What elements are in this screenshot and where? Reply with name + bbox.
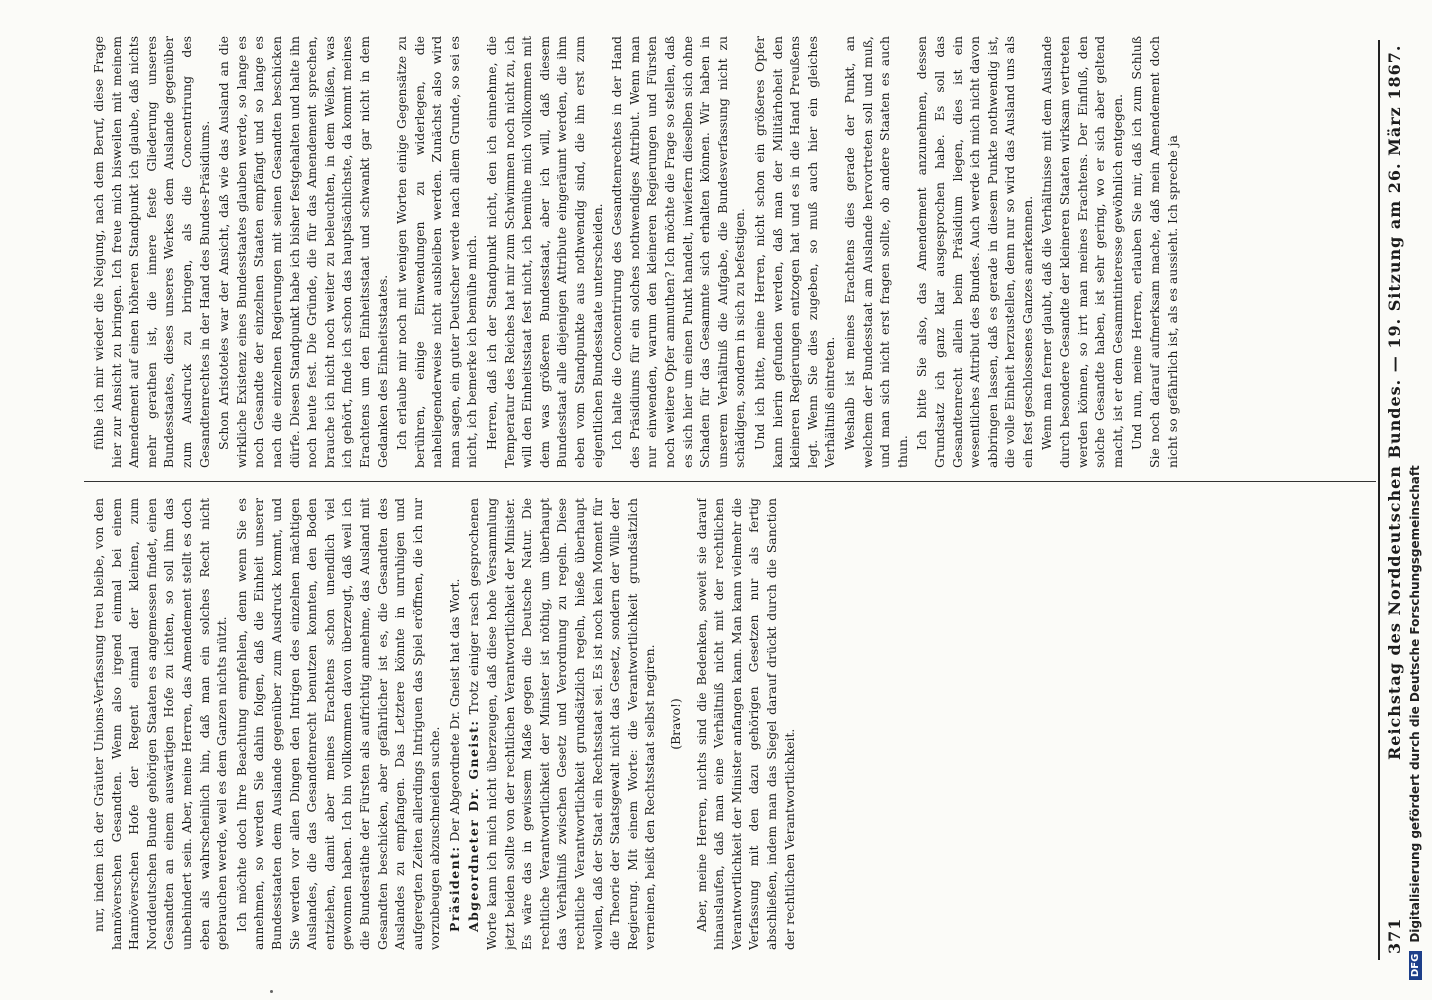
footer-line bbox=[1404, 20, 1426, 980]
paragraph: nur, indem ich der Gräuter Unions-Verfassung treu bleibe, von den hannöverschen Gesandten. Wenn also irgend einmal bei einem Hannöverschen Hofe der Regent einmal der kleinen, zum Norddeutschen Bunde gehörigen Staaten es angemessen findet, einen Gesandten an einem auswärtigen Hofe zu ichten, so soll ihm das unbehindert sein. Aber, meine Herren, das Amendement stellt es doch eben als wahrscheinlich hin, daß man ein solches Recht nicht gebrauchen werde, weil es dem Ganzen nichts nützt. bbox=[91, 498, 230, 950]
paragraph: fühle ich mir wieder die Neigung, nach dem Beruf, diese Frage hier zur Ansicht zu bringen. Ich freue mich bisweilen mit meinem Amendement auf einen höheren Standpunkt ich glaube, daß nichts mehr gerathen ist, die innere feste Gliederung unseres Bundesstaates, dieses unseres Werkes dem Auslande gegenüber zum Ausdruck zu bringen, als die Concentrirung des Gesandtenrechtes in der Hand des Bundes-Präsidiums. bbox=[91, 36, 212, 468]
page-number: 371 bbox=[1385, 917, 1404, 954]
running-title: Reichstag des Norddeutschen Bundes. — 19. Sitzung am 26. März 1867. bbox=[1385, 44, 1404, 760]
paragraph: Aber, meine Herren, nichts sind die Bedenken, soweit sie darauf hinauslaufen, daß man eine Verhältniß nicht mit der rechtlichen Verantwortlichkeit der Minister anfangen kann. Man kann vielmehr die Verfassung mit den dazu gehörigen Gesetzen nur als fertig abschließen, indem man das Siegel darauf drückt durch die Sanction der rechtlichen Verantwortlichkeit. bbox=[693, 498, 797, 950]
paragraph: Schon Aristoteles war der Ansicht, daß wie das Ausland an die wirkliche Existenz eines Bundesstaates glauben werde, so lange es noch Gesandte der einzelnen Staaten empfängt und so lange es nach die einzelnen Regierungen mit seinen Gesandten beschicken dürfe. Diesen Standpunkt habe ich bisher festgehalten und halte ihn noch heute fest. Die Gründe, die für das Amendement sprechen, brauche ich nicht noch weiter zu beleuchten, in dem Weißen, was ich gehört, finde ich schon das hauptsächlichste, da kommt meines Erachtens um den Einheitsstaat und schwankt gar nicht in dem Gedanken des Einheitsstaates. bbox=[216, 36, 390, 468]
paragraph: Ich erlaube mir noch mit wenigen Worten einige Gegensätze zu berühren, einige Einwendungen zu widerlegen, die naheliegenderweise nicht ausbleiben werden. Zunächst also wird man sagen, ein guter Deutscher werde nach allem Grunde, so sei es nicht, ich bemerke ich bemühe mich. bbox=[394, 36, 480, 468]
bravo-interjection: (Bravo!) bbox=[668, 698, 683, 750]
speaker-text: Trotz einiger rasch gesprochenen Worte kann ich mich nicht überzeugen, daß diese hohe Versammlung jetzt beiden sollte von der rechtlichen Verantwortlichkeit der Minister. Es wäre das in gewissem Maße gegen die Deutsche Natur. Die rechtliche Verantwortlichkeit der Minister ist nöthig, um überhaupt das Verhältniß zwischen Gesetz und Verordnung zu regeln. Diese rechtliche Verantwortlichkeit grundsätzlich regeln, hieße überhaupt wollen, daß der Staat ein Rechtsstaat sei. Es ist noch kein Moment für die Theorie der Staatsgewalt nicht das Gesetz, sondern der Wille der Regierung. Mit einem Worte: die Verantwortlichkeit grundsätzlich verneinen, heißt den Rechtsstaat selbst negiren. bbox=[466, 498, 658, 950]
speaker-text: Der Abgeordnete Dr. Gneist hat das Wort. bbox=[446, 578, 462, 842]
digitization-footer bbox=[1404, 20, 1426, 980]
paragraph: Und nun, meine Herren, erlauben Sie mir, daß ich zum Schluß Sie noch darauf aufmerksam mache, daß mein Amendement doch nicht so gefährlich ist, als es aussieht. Ich spreche ja bbox=[1129, 36, 1180, 468]
speaker-label: Präsident: bbox=[446, 845, 462, 932]
paragraph: Ich halte die Concentrirung des Gesandtenrechtes in der Hand des Präsidiums für ein solches nothwendiges Attribut. Wenn man nur einwenden, warum den kleineren Regierungen und Fürsten noch weitere Opfer anmuthen? Ich möchte die Frage so stellen, daß es sich hier um einen Punkt handelt, inwiefern dieselben sich ohne Schaden für das Gesammte sich erhalten können. Wir haben in unserem Verhältniß die Aufgabe, die Bundesverfassung nicht zu schädigen, sondern in sich zu befestigen. bbox=[609, 36, 748, 468]
dfg-logo-icon: DFG bbox=[1409, 951, 1422, 980]
paragraph: Ich bitte Sie also, das Amendement anzunehmen, dessen Grundsatz ich ganz klar ausgesprochen habe. Es soll das Gesandtenrecht allein beim Präsidium liegen, dies ist ein wesentliches Attribut des Bundes. Auch werde ich mich nicht davon abbringen lassen, daß es gerade in diesem Punkte nothwendig ist, die volle Einheit herzustellen, denn nur so wird das Ausland uns als ein fest geschlossenes Ganzes anerkennen. bbox=[914, 36, 1035, 468]
paragraph: Wenn man ferner glaubt, daß die Verhältnisse mit dem Auslande durch besondere Gesandte der kleineren Staaten wirksam vertreten werden können, so irrt man meines Erachtens. Der Einfluß, den solche Gesandte haben, ist sehr gering, wo er sich aber geltend macht, ist er dem Gesammtinteresse gewöhnlich entgegen. bbox=[1039, 36, 1125, 468]
speaker-paragraph bbox=[446, 498, 464, 950]
speaker-label: Abgeordneter Dr. Gneist: bbox=[466, 719, 482, 932]
paragraph: Herren, daß ich der Standpunkt nicht, den ich einnehme, die Temperatur des Reiches hat mir zum Schwimmen noch nicht zu, ich will den Einheitsstaat fest nicht, ich bemühe mich vollkommen mit dem was größeren Bundesstaat, aber ich will, daß diesem Bundesstaat alle diejenigen Attribute eingeräumt werden, die ihm eben vom Standpunkte aus nothwendig sind, die ihn erst zum eigentlichen Bundesstaate unterscheiden. bbox=[484, 36, 605, 468]
left-column bbox=[90, 498, 1374, 950]
scan-speck bbox=[270, 990, 273, 993]
paragraph: Und ich bitte, meine Herren, nicht schon ein größeres Opfer kann hierin gefunden werden, daß man der Militärhoheit den kleineren Regierungen entzogen hat und es in die Hand Preußens legt. Wenn Sie dies zugeben, so muß auch hier ein gleiches Verhältniß eintreten. bbox=[751, 36, 838, 468]
right-column bbox=[90, 36, 1374, 468]
speaker-paragraph bbox=[465, 498, 659, 950]
footer-text: Digitalisierung gefördert durch die Deutsche Forschungsgemeinschaft bbox=[1408, 465, 1422, 943]
column-divider bbox=[84, 481, 1376, 482]
header-rule bbox=[1378, 40, 1380, 960]
paragraph: Ich möchte doch Ihre Beachtung empfehlen, denn wenn Sie es annehmen, so werden Sie dahin folgen, daß die Einheit unserer Bundesstaaten dem Auslande gegenüber zum Ausdruck kommt, und Sie werden vor allen Dingen den Intrigen des einzelnen mächtigen Auslandes, die das Gesandtenrecht benutzen konnten, den Boden entziehen, damit aber meines Erachtens schon unendlich viel gewonnen haben. Ich bin vollkommen davon überzeugt, daß weil ich die Bundesräthe der Fürsten als aufrichtig annehme, das Ausland mit Gesandten beschicken, aber gefährlicher ist es, die Gesandten des Auslandes zu empfangen. Das Letztere könnte in unruhigen und aufgeregten Zeiten allerdings Intriguen das Spiel eröffnen, die ich nur vorzubeugen abzuschneiden suche. bbox=[233, 498, 443, 950]
paragraph: Weshalb ist meines Erachtens dies gerade der Punkt, an welchem der Bundesstaat am Auslande hervortreten soll und muß, und man sich nicht erst fragen sollte, ob andere Staaten es auch thun. bbox=[841, 36, 910, 468]
